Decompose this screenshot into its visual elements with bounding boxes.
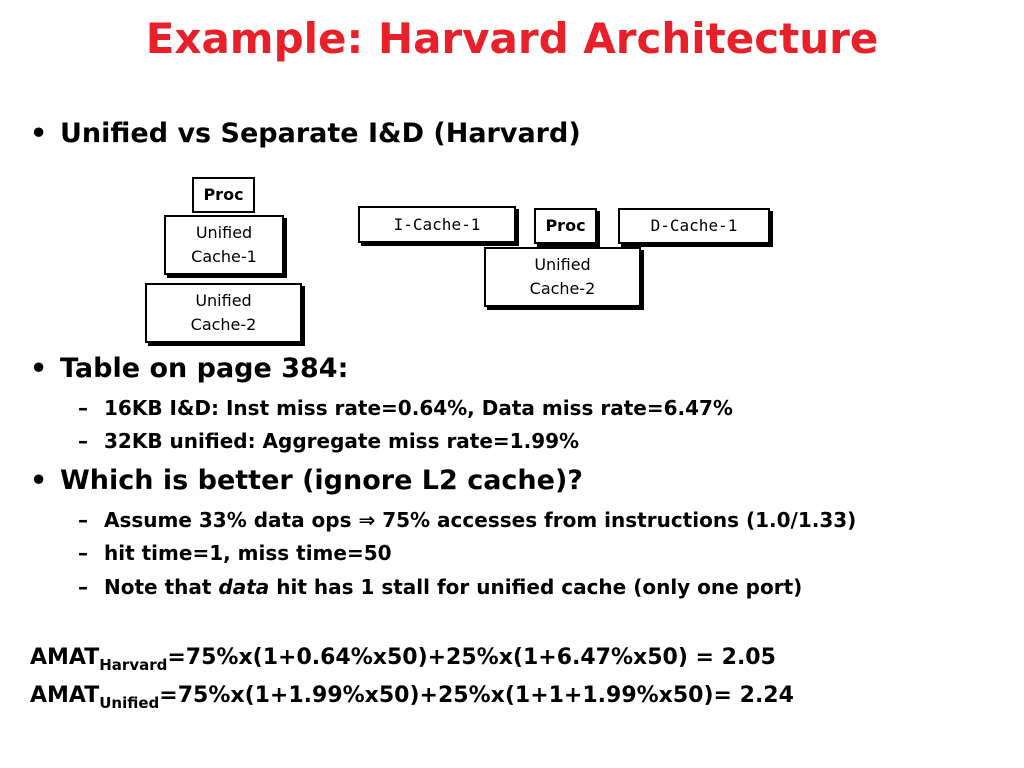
sub-bullet-text-after: 75% accesses from instructions (1.0/1.33) [375,508,857,532]
unified-proc-label: Proc [203,185,244,204]
amat-label: AMAT [30,683,100,708]
sub-bullet-dash: – [78,396,88,420]
amat-label: AMAT [30,645,100,670]
amat-expression: =75%x(1+1.99%x50)+25%x(1+1+1.99%x50)= 2.24 [159,683,794,708]
bullet-which-better [30,465,583,496]
amat-subscript: Harvard [99,656,168,674]
unified-cache-2-box [145,283,302,343]
bullet-unified-vs-separate [30,118,581,149]
bullet-table-page [30,353,348,384]
sub-bullet-text-before: Assume 33% data ops [104,508,359,532]
unified-proc-box [192,177,255,213]
unified-cache-2-line1: Unified [195,291,252,310]
sub-bullet-text-after: hit has 1 stall for unified cache (only one port) [269,575,803,599]
sub-bullet-dash: – [78,575,88,599]
slide-title: Example: Harvard Architecture [145,14,879,63]
bullet-dot: • [30,118,48,149]
bullet-dot: • [30,465,48,496]
harvard-unified-cache-2-box [484,247,641,307]
harvard-proc-label: Proc [545,216,586,235]
sub-bullet-text: 32KB unified: Aggregate miss rate=1.99% [104,429,580,453]
harvard-cache-2-line1: Unified [534,255,591,274]
harvard-dcache-box [618,208,770,244]
unified-cache-1-line1: Unified [195,223,253,242]
amat-expression: =75%x(1+0.64%x50)+25%x(1+6.47%x50) = 2.05 [167,645,776,670]
amat-unified [30,683,794,712]
sub-bullet-dash: – [78,429,88,453]
sub-bullet-dash: – [78,541,88,565]
bullet-dot: • [30,353,48,384]
harvard-cache-2-line2: Cache-2 [529,279,596,298]
sub-bullet-16kb [78,396,733,420]
harvard-dcache-label: D-Cache-1 [650,216,738,235]
sub-bullet-32kb [78,429,579,453]
unified-cache-1-line2: Cache-1 [191,247,257,266]
sub-bullet-assume [78,508,856,532]
amat-harvard [30,645,776,674]
bullet-text: Unified vs Separate I&D (Harvard) [60,118,581,149]
bullet-text: Which is better (ignore L2 cache)? [60,465,583,496]
sub-bullet-text-before: Note that [104,575,219,599]
implies-arrow-icon: ⇒ [358,508,376,532]
sub-bullet-note [78,575,802,599]
unified-cache-2-line2: Cache-2 [190,315,257,334]
unified-cache-1-box [164,215,284,275]
sub-bullet-hit-time [78,541,392,565]
amat-subscript: Unified [99,694,160,712]
harvard-icache-label: I-Cache-1 [393,214,481,234]
bullet-text: Table on page 384: [60,353,349,384]
sub-bullet-text: 16KB I&D: Inst miss rate=0.64%, Data miss rate=6.47% [104,396,733,420]
harvard-icache-box [358,206,516,243]
sub-bullet-text: hit time=1, miss time=50 [104,541,392,565]
sub-bullet-italic: data [218,575,270,599]
harvard-proc-box [534,208,597,244]
sub-bullet-dash: – [78,508,88,532]
